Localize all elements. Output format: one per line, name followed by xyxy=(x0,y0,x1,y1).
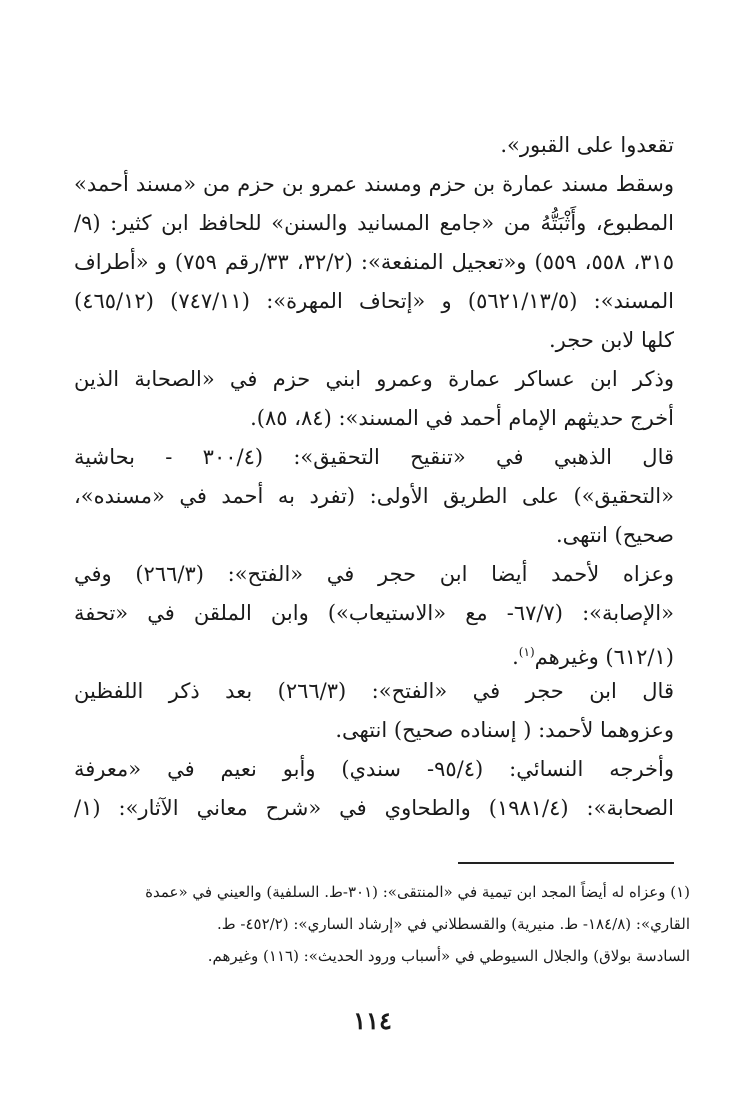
page-number: ١١٤ xyxy=(353,1006,392,1035)
text-line: «التحقيق») على الطريق الأولى: (تفرد به أحمد في «مسنده»، xyxy=(74,484,674,508)
text-line: أخرج حديثهم الإمام أحمد في المسند»: (٨٤، ٨٥). xyxy=(250,406,674,430)
footnote-divider xyxy=(458,862,674,864)
text-line-with-footnote xyxy=(74,633,674,672)
text-line: قال ابن حجر في «الفتح»: (٢٦٦/٣) بعد ذكر اللفظين xyxy=(74,679,674,703)
footnote-line: السادسة بولاق) والجلال السيوطي في «أسباب ورود الحديث»: (١١٦) وغيرهم. xyxy=(207,947,690,965)
text-line: قال الذهبي في «تنقيح التحقيق»: (٣٠٠/٤ - بحاشية xyxy=(74,445,674,469)
text-line: تقعدوا على القبور». xyxy=(500,133,674,157)
text-line: (٦١٢/١) وغيرهم xyxy=(534,645,674,669)
text-line: وعزوهما لأحمد: ( إسناده صحيح) انتهى. xyxy=(335,718,674,742)
text-line: وسقط مسند عمارة بن حزم ومسند عمرو بن حزم من «مسند أحمد» xyxy=(74,172,674,196)
text-line: «الإصابة»: (٦٧/٧- مع «الاستيعاب») وابن الملقن في «تحفة xyxy=(74,601,674,625)
text-line: وأخرجه النسائي: (٩٥/٤- سندي) وأبو نعيم في «معرفة xyxy=(74,757,674,781)
text-line: المسند»: (٥٦٢١/١٣/٥) و «إتحاف المهرة»: (٧٤٧/١١) (٤٦٥/١٢) xyxy=(74,289,674,313)
footnote-line: (١) وعزاه له أيضاً المجد ابن تيمية في «المنتقى»: (٣٠١-ط. السلفية) والعيني في «عمدة xyxy=(145,883,690,901)
footnote-marker: (١) xyxy=(518,645,535,659)
footnote-line: القاري»: (١٨٤/٨- ط. منيرية) والقسطلاني في «إرشاد الساري»: (٤٥٢/٢- ط. xyxy=(216,915,690,933)
text-line: وذكر ابن عساكر عمارة وعمرو ابني حزم في «الصحابة الذين xyxy=(74,367,674,391)
text-line: صحيح) انتهى. xyxy=(555,523,674,547)
text-line: كلها لابن حجر. xyxy=(549,328,674,352)
text-line: وعزاه لأحمد أيضا ابن حجر في «الفتح»: (٢٦٦/٣) وفي xyxy=(74,562,674,586)
main-text xyxy=(74,126,674,828)
text-line: الصحابة»: (١٩٨١/٤) والطحاوي في «شرح معاني الآثار»: (١/ xyxy=(74,796,674,820)
footnotes xyxy=(74,876,690,972)
text-line: المطبوع، وأَثْبَتُّهُ من «جامع المسانيد والسنن» للحافظ ابن كثير: (٩/ xyxy=(74,211,674,235)
sentence-end: . xyxy=(512,645,519,669)
text-line: ٣١٥، ٥٥٨، ٥٥٩) و«تعجيل المنفعة»: (٣٢/٢، ٣٣/رقم ٧٥٩) و «أطراف xyxy=(74,250,674,274)
